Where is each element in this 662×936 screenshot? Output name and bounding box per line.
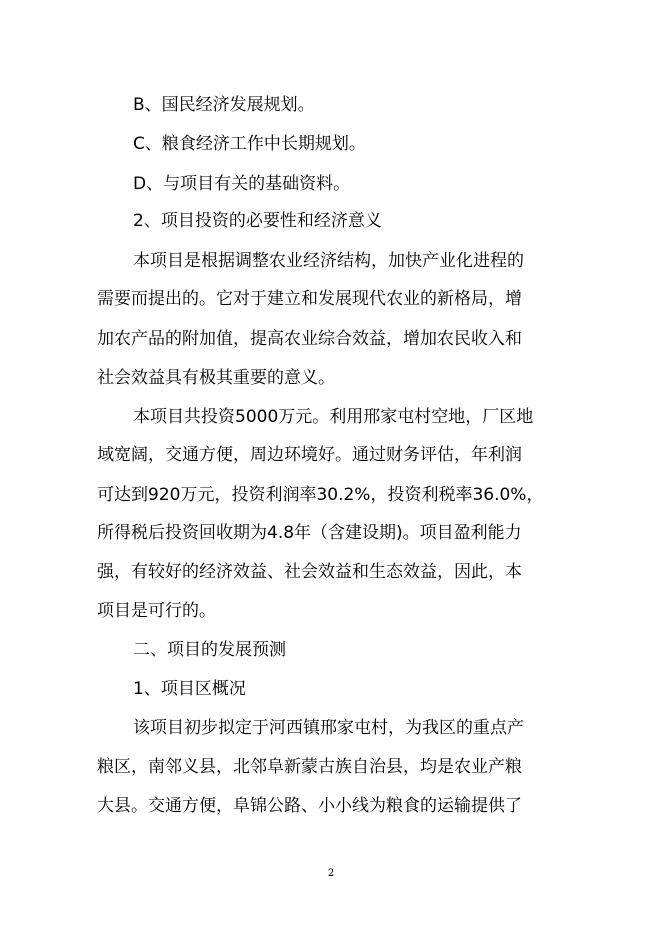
paragraph-line: 大县。交通方便，阜锦公路、小小线为粮食的运输提供了 — [97, 796, 522, 816]
paragraph-line: 可达到920万元，投资利润率30.2%，投资利税率36.0%， — [97, 485, 544, 505]
paragraph-line: 本项目共投资5000万元。利用邢家屯村空地，厂区地 — [133, 407, 534, 427]
paragraph-line: 强，有较好的经济效益、社会效益和生态效益，因此，本 — [97, 562, 522, 582]
list-item-d: D、与项目有关的基础资料。 — [133, 174, 351, 194]
list-item-b: B、国民经济发展规划。 — [133, 95, 315, 115]
paragraph-line: 社会效益具有极其重要的意义。 — [97, 368, 335, 388]
paragraph-line: 加农产品的附加值，提高农业综合效益，增加农民收入和 — [97, 329, 522, 349]
paragraph-line: 域宽阔，交通方便，周边环境好。通过财务评估，年利润 — [97, 445, 522, 465]
paragraph-line: 本项目是根据调整农业经济结构，加快产业化进程的 — [133, 251, 524, 271]
paragraph-line: 该项目初步拟定于河西镇邢家屯村，为我区的重点产 — [133, 718, 524, 738]
list-item-c: C、粮食经济工作中长期规划。 — [133, 134, 366, 154]
page-number: 2 — [327, 868, 335, 879]
section-heading-two: 二、项目的发展预测 — [133, 640, 286, 660]
paragraph-line: 项目是可行的。 — [97, 601, 216, 621]
paragraph-line: 粮区，南邻义县，北邻阜新蒙古族自治县，均是农业产粮 — [97, 757, 522, 777]
paragraph-line: 需要而提出的。它对于建立和发展现代农业的新格局，增 — [97, 289, 522, 309]
section-heading-1: 1、项目区概况 — [133, 679, 246, 699]
paragraph-line: 所得税后投资回收期为4.8年（含建设期)。项目盈利能力 — [97, 523, 522, 543]
section-heading-2: 2、项目投资的必要性和经济意义 — [133, 211, 382, 231]
